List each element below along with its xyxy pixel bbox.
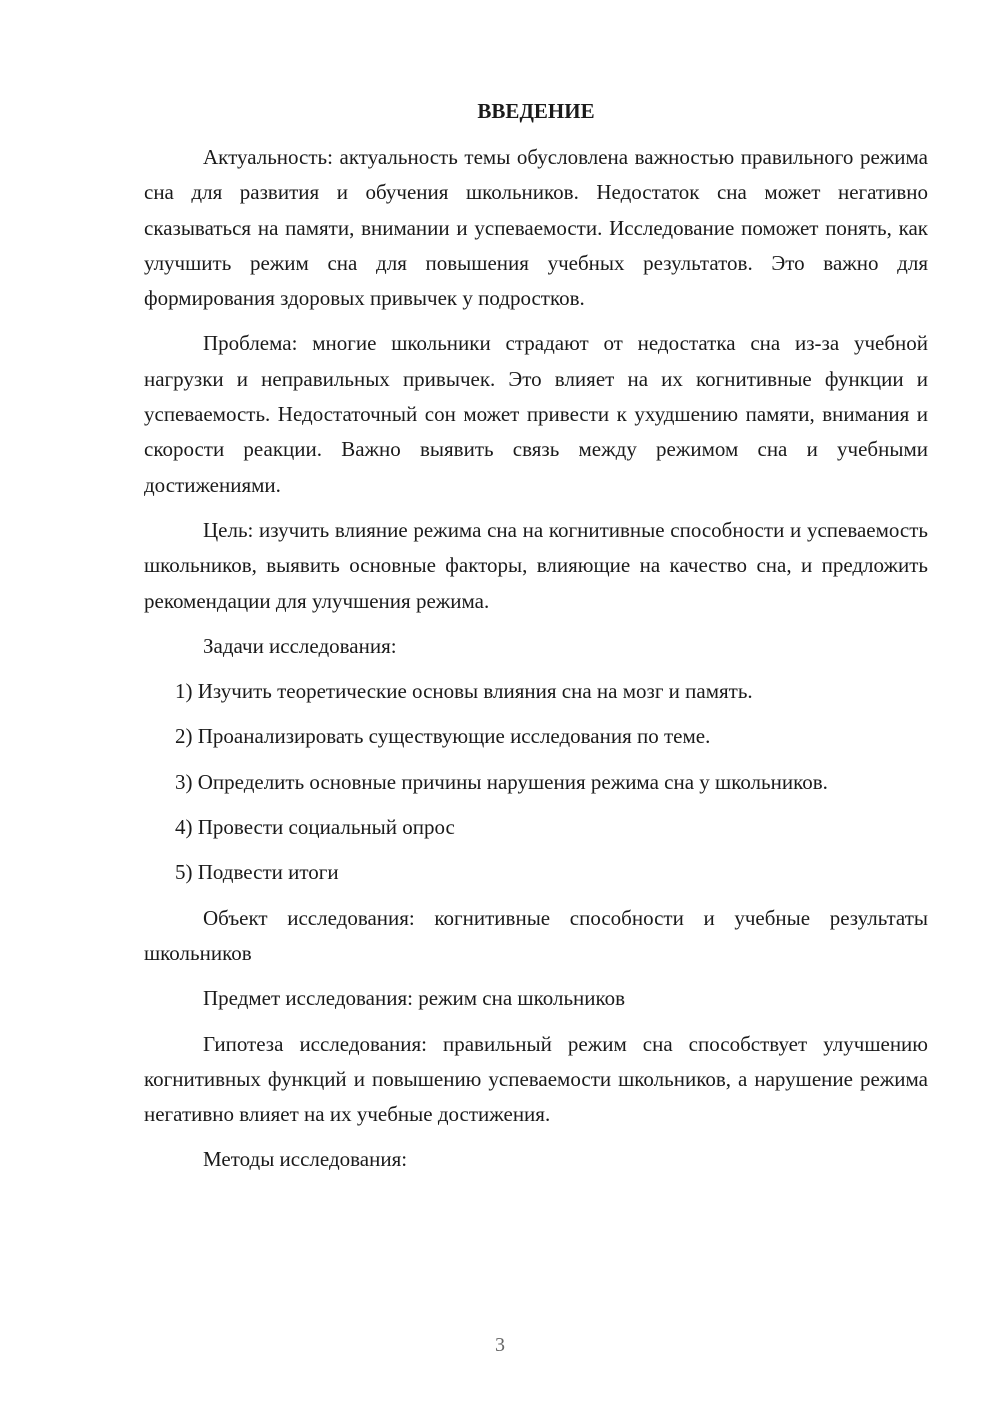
task-item-4: 4) Провести социальный опрос <box>175 815 455 840</box>
page-number: 3 <box>495 1334 505 1356</box>
task-item-5: 5) Подвести итоги <box>175 860 339 885</box>
document-page <box>144 94 928 1188</box>
paragraph-subject: Предмет исследования: режим сна школьников <box>203 986 626 1011</box>
paragraph-hypothesis: Гипотеза исследования: правильный режим сна способствует улучшению когнитивных функций и повышению успеваемости школьников, а нарушение режима негативно влияет на их учебные достижения. <box>144 1031 928 1127</box>
paragraph-problem: Проблема: многие школьники страдают от недостатка сна из-за учебной нагрузки и неправильных привычек. Это влияет на их когнитивные функции и успеваемость. Недостаточный сон может привести к ухудшению памяти, внимания и скорости реакции. Важно выявить связь между режимом сна и учебными достижениями. <box>144 331 928 497</box>
tasks-title: Задачи исследования: <box>203 633 397 658</box>
paragraph-relevance: Актуальность: актуальность темы обусловлена важностью правильного режима сна для развития и обучения школьников. Недостаток сна может негативно сказываться на памяти, внимании и успеваемости. Исследование поможет понять, как улучшить режим сна для повышения учебных результатов. Это важно для формирования здоровых привычек у подростков. <box>144 145 928 311</box>
section-heading: ВВЕДЕНИЕ <box>477 99 595 123</box>
task-item-2: 2) Проанализировать существующие исследования по теме. <box>175 724 711 749</box>
task-item-3: 3) Определить основные причины нарушения режима сна у школьников. <box>175 769 828 794</box>
paragraph-goal: Цель: изучить влияние режима сна на когнитивные способности и успеваемость школьников, выявить основные факторы, влияющие на качество сна, и предложить рекомендации для улучшения режима. <box>144 517 928 613</box>
paragraph-methods: Методы исследования: <box>203 1147 408 1172</box>
paragraph-object: Объект исследования: когнитивные способности и учебные результаты школьников <box>144 905 928 965</box>
task-item-1: 1) Изучить теоретические основы влияния сна на мозг и память. <box>175 679 753 704</box>
